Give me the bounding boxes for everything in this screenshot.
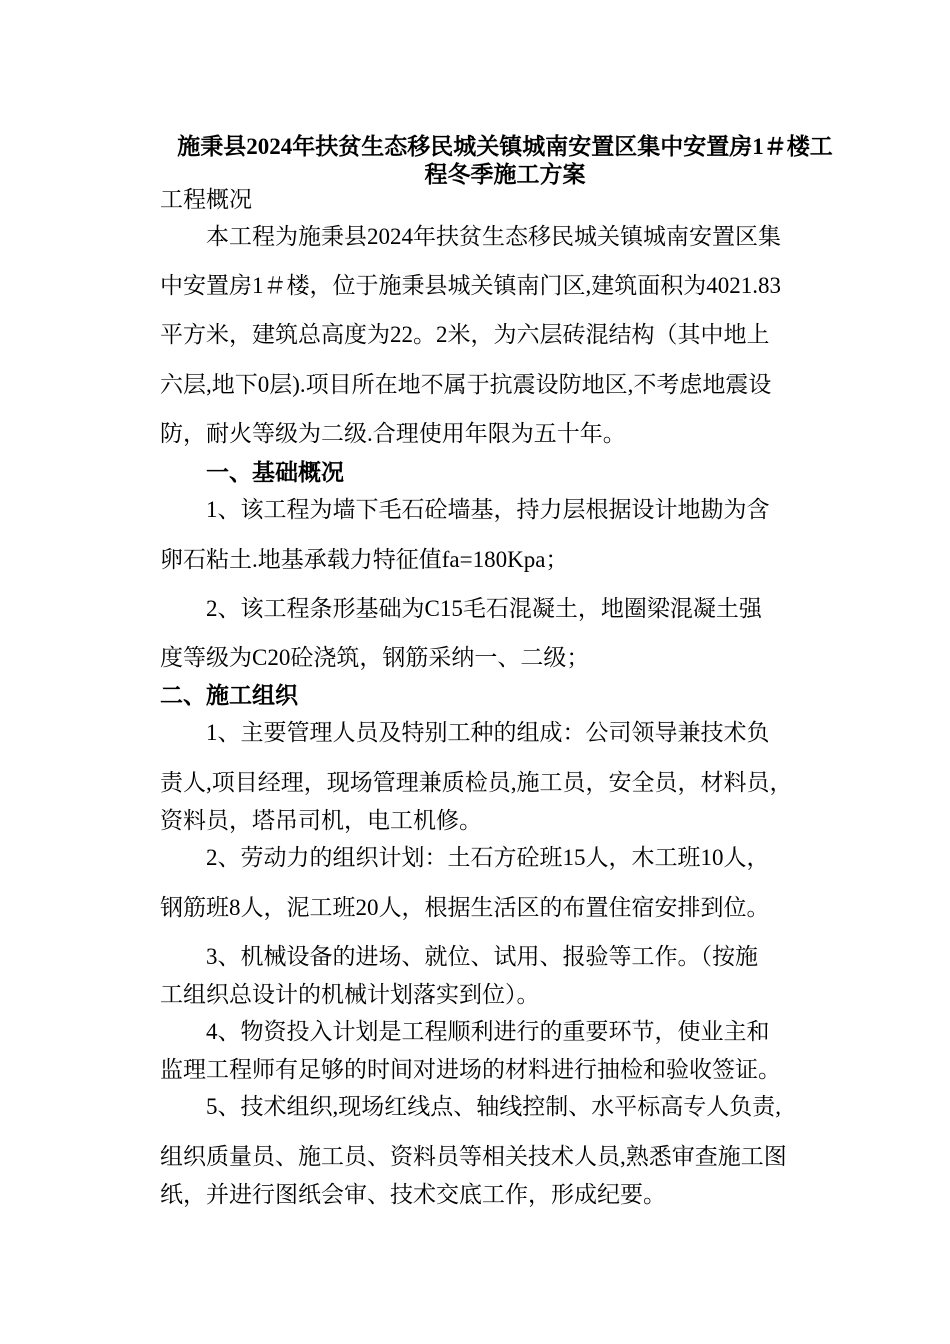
- paragraph-line: 卵石粘土.地基承载力特征值fa=180Kpa；: [160, 547, 569, 572]
- paragraph-line: 本工程为施秉县2024年扶贫生态移民城关镇城南安置区集: [206, 224, 781, 249]
- section-overview-label: 工程概况: [160, 187, 252, 212]
- paragraph-line: 工组织总设计的机械计划落实到位）。: [160, 982, 540, 1007]
- paragraph-line: 4、物资投入计划是工程顺利进行的重要环节，使业主和: [206, 1019, 770, 1044]
- document-title: [150, 133, 860, 189]
- paragraph-line: 1、该工程为墙下毛石砼墙基，持力层根据设计地勘为含: [206, 497, 770, 522]
- paragraph-line: 2、劳动力的组织计划：土石方砼班15人，木工班10人，: [206, 845, 770, 870]
- paragraph-line: 中安置房1＃楼，位于施秉县城关镇南门区,建筑面积为4021.83: [160, 273, 781, 298]
- paragraph-line: 1、主要管理人员及特别工种的组成：公司领导兼技术负: [206, 720, 770, 745]
- paragraph-line: 责人,项目经理，现场管理兼质检员,施工员，安全员，材料员，: [160, 770, 793, 795]
- heading-organization: 二、施工组织: [160, 683, 298, 708]
- paragraph-line: 资料员，塔吊司机，电工机修。: [160, 808, 482, 833]
- paragraph-line: 度等级为C20砼浇筑，钢筋采纳一、二级；: [160, 645, 590, 670]
- heading-foundation: 一、基础概况: [206, 460, 344, 485]
- paragraph-line: 平方米，建筑总高度为22。2米，为六层砖混结构（其中地上: [160, 322, 770, 347]
- paragraph-line: 钢筋班8人，泥工班20人，根据生活区的布置住宿安排到位。: [160, 895, 770, 920]
- paragraph-line: 纸，并进行图纸会审、技术交底工作，形成纪要。: [160, 1182, 666, 1207]
- paragraph-line: 六层,地下0层).项目所在地不属于抗震设防地区,不考虑地震设: [160, 372, 772, 397]
- paragraph-line: 组织质量员、施工员、资料员等相关技术人员,熟悉审查施工图: [160, 1144, 787, 1169]
- title-line-1: 施秉县2024年扶贫生态移民城关镇城南安置区集中安置房1＃楼工: [177, 134, 833, 159]
- title-line-2: 程冬季施工方案: [424, 162, 586, 187]
- paragraph-line: 5、技术组织,现场红线点、轴线控制、水平标高专人负责,: [206, 1094, 781, 1119]
- paragraph-line: 3、机械设备的进场、就位、试用、报验等工作。（按施: [206, 944, 758, 969]
- paragraph-line: 监理工程师有足够的时间对进场的材料进行抽检和验收签证。: [160, 1057, 781, 1082]
- paragraph-line: 2、该工程条形基础为C15毛石混凝土，地圈梁混凝土强: [206, 596, 762, 621]
- paragraph-line: 防，耐火等级为二级.合理使用年限为五十年。: [160, 421, 626, 446]
